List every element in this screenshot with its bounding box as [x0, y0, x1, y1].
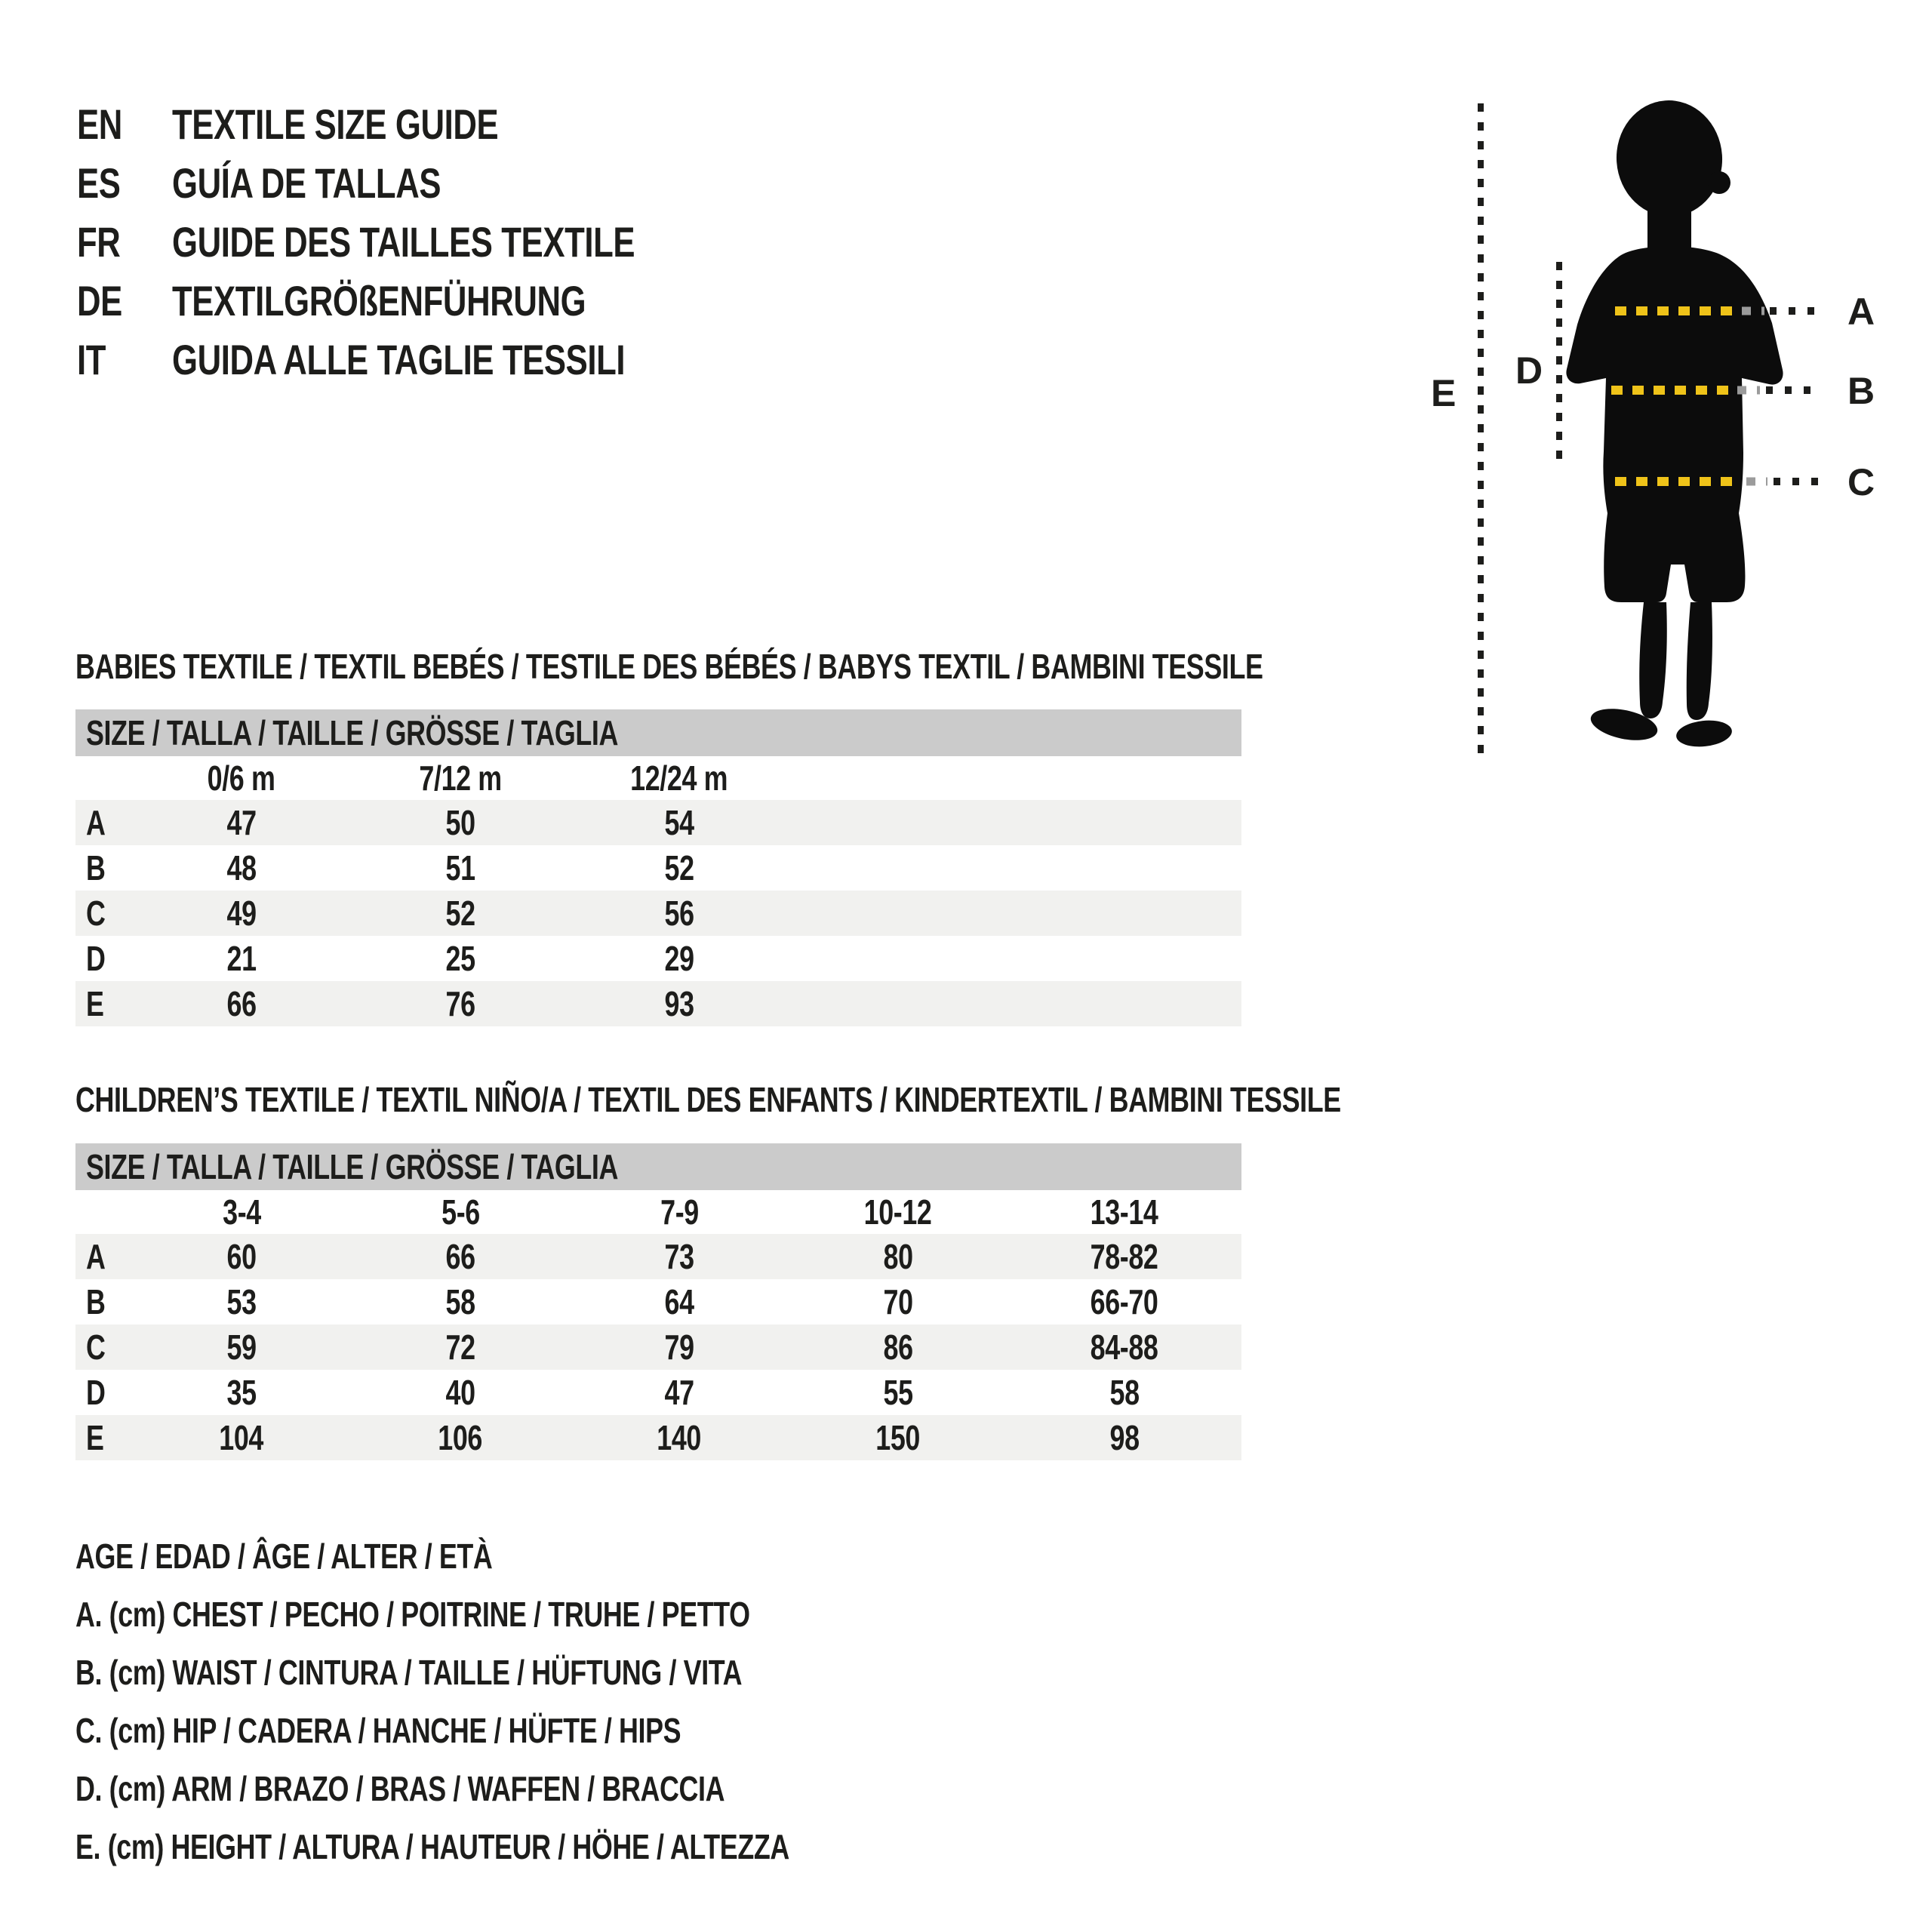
babies-column-header-row — [75, 756, 1241, 800]
legend-row-chest: A. (cm) CHEST / PECHO / POITRINE / TRUHE / PETTO — [75, 1595, 750, 1634]
table-cell: 49 — [226, 894, 257, 933]
row-label: E — [86, 984, 104, 1023]
babies-section-title: BABIES TEXTILE / TEXTIL BEBÉS / TESTILE DES BÉBÉS / BABYS TEXTIL / BAMBINI TESSILE — [75, 647, 1263, 686]
child-measurement-figure — [1426, 45, 1932, 830]
children-table-row-d — [75, 1370, 1241, 1415]
child-silhouette — [1566, 97, 1783, 749]
language-title: TEXTILGRÖßENFÜHRUNG — [172, 277, 586, 325]
measure-label-e: E — [1431, 372, 1457, 414]
language-row-es — [77, 154, 765, 213]
table-cell: 58 — [1109, 1373, 1140, 1412]
children-table-row-b — [75, 1279, 1241, 1324]
language-code: EN — [77, 100, 122, 148]
table-cell: 64 — [664, 1282, 694, 1321]
row-label: A — [86, 1237, 106, 1276]
babies-col-header: 7/12 m — [419, 758, 502, 798]
table-cell: 51 — [445, 848, 475, 888]
silhouette-shirt — [1566, 246, 1783, 513]
measure-label-c: C — [1847, 461, 1875, 503]
table-cell: 66-70 — [1091, 1282, 1158, 1321]
children-table-row-a — [75, 1234, 1241, 1279]
row-label: D — [86, 939, 106, 978]
table-cell: 47 — [664, 1373, 694, 1412]
table-cell: 40 — [445, 1373, 475, 1412]
row-label: B — [86, 1282, 106, 1321]
table-cell: 78-82 — [1091, 1237, 1158, 1276]
language-title: GUIDA ALLE TAGLIE TESSILI — [172, 336, 626, 383]
silhouette-ear — [1708, 171, 1730, 194]
children-size-table — [75, 1143, 1241, 1460]
table-cell: 48 — [226, 848, 257, 888]
children-col-header: 7-9 — [660, 1192, 699, 1232]
table-cell: 50 — [445, 803, 475, 842]
children-column-header-row — [75, 1190, 1241, 1234]
table-cell: 84-88 — [1091, 1327, 1158, 1367]
babies-table-row-c — [75, 891, 1241, 936]
language-row-de — [77, 272, 765, 331]
table-cell: 98 — [1109, 1418, 1140, 1457]
table-cell: 47 — [226, 803, 257, 842]
babies-size-header-bar: SIZE / TALLA / TAILLE / GRÖSSE / TAGLIA — [75, 709, 1241, 756]
children-size-header-bar: SIZE / TALLA / TAILLE / GRÖSSE / TAGLIA — [75, 1143, 1241, 1190]
children-col-header: 10-12 — [864, 1192, 932, 1232]
row-label: C — [86, 1327, 106, 1367]
table-cell: 76 — [445, 984, 475, 1023]
table-cell: 150 — [875, 1418, 921, 1457]
row-label: D — [86, 1373, 106, 1412]
table-cell: 104 — [219, 1418, 264, 1457]
babies-table-row-a — [75, 800, 1241, 845]
language-row-en — [77, 95, 765, 154]
silhouette-right-leg — [1687, 602, 1712, 720]
table-cell: 72 — [445, 1327, 475, 1367]
measurement-legend — [75, 1527, 991, 1876]
legend-row-arm: D. (cm) ARM / BRAZO / BRAS / WAFFEN / BRACCIA — [75, 1769, 725, 1808]
table-cell: 52 — [445, 894, 475, 933]
row-label: B — [86, 848, 106, 888]
silhouette-right-shoe — [1675, 718, 1733, 749]
language-code: IT — [77, 336, 106, 383]
children-col-header: 3-4 — [222, 1192, 261, 1232]
table-cell: 106 — [438, 1418, 483, 1457]
table-cell: 93 — [664, 984, 694, 1023]
table-cell: 70 — [883, 1282, 913, 1321]
silhouette-shorts — [1604, 513, 1745, 602]
language-title-list — [77, 95, 765, 389]
table-cell: 53 — [226, 1282, 257, 1321]
table-cell: 59 — [226, 1327, 257, 1367]
children-col-header: 13-14 — [1091, 1192, 1158, 1232]
row-label: E — [86, 1418, 104, 1457]
row-label: A — [86, 803, 106, 842]
table-cell: 66 — [226, 984, 257, 1023]
table-cell: 54 — [664, 803, 694, 842]
table-cell: 140 — [657, 1418, 702, 1457]
table-cell: 35 — [226, 1373, 257, 1412]
language-row-it — [77, 331, 765, 389]
children-col-header: 5-6 — [441, 1192, 480, 1232]
silhouette-left-leg — [1639, 602, 1667, 718]
legend-row-hip: C. (cm) HIP / CADERA / HANCHE / HÜFTE / HIPS — [75, 1711, 681, 1750]
legend-row-height: E. (cm) HEIGHT / ALTURA / HAUTEUR / HÖHE / ALTEZZA — [75, 1827, 789, 1866]
table-cell: 79 — [664, 1327, 694, 1367]
babies-col-header: 12/24 m — [630, 758, 728, 798]
table-cell: 73 — [664, 1237, 694, 1276]
language-code: FR — [77, 218, 121, 266]
language-title: GUÍA DE TALLAS — [172, 159, 441, 207]
children-section-title: CHILDREN’S TEXTILE / TEXTIL NIÑO/A / TEXTIL DES ENFANTS / KINDERTEXTIL / BAMBINI TESSILE — [75, 1080, 1341, 1119]
babies-table-row-b — [75, 845, 1241, 891]
table-cell: 80 — [883, 1237, 913, 1276]
babies-table-row-d — [75, 936, 1241, 981]
babies-col-header: 0/6 m — [208, 758, 275, 798]
legend-row-age: AGE / EDAD / ÂGE / ALTER / ETÀ — [75, 1537, 493, 1576]
language-code: ES — [77, 159, 121, 207]
measure-label-a: A — [1847, 291, 1875, 333]
table-cell: 52 — [664, 848, 694, 888]
table-cell: 60 — [226, 1237, 257, 1276]
table-cell: 55 — [883, 1373, 913, 1412]
table-cell: 86 — [883, 1327, 913, 1367]
language-code: DE — [77, 277, 122, 325]
babies-table-row-e — [75, 981, 1241, 1026]
table-cell: 29 — [664, 939, 694, 978]
language-row-fr — [77, 213, 765, 272]
legend-row-waist: B. (cm) WAIST / CINTURA / TAILLE / HÜFTUNG / VITA — [75, 1653, 743, 1692]
measure-label-d: D — [1515, 349, 1543, 392]
language-title: GUIDE DES TAILLES TEXTILE — [172, 218, 635, 266]
table-cell: 25 — [445, 939, 475, 978]
row-label: C — [86, 894, 106, 933]
table-cell: 21 — [226, 939, 257, 978]
children-table-row-e — [75, 1415, 1241, 1460]
table-cell: 66 — [445, 1237, 475, 1276]
table-cell: 56 — [664, 894, 694, 933]
children-table-row-c — [75, 1324, 1241, 1370]
measure-label-b: B — [1847, 370, 1875, 412]
table-cell: 58 — [445, 1282, 475, 1321]
language-title: TEXTILE SIZE GUIDE — [172, 100, 499, 148]
babies-size-table — [75, 709, 1241, 1026]
